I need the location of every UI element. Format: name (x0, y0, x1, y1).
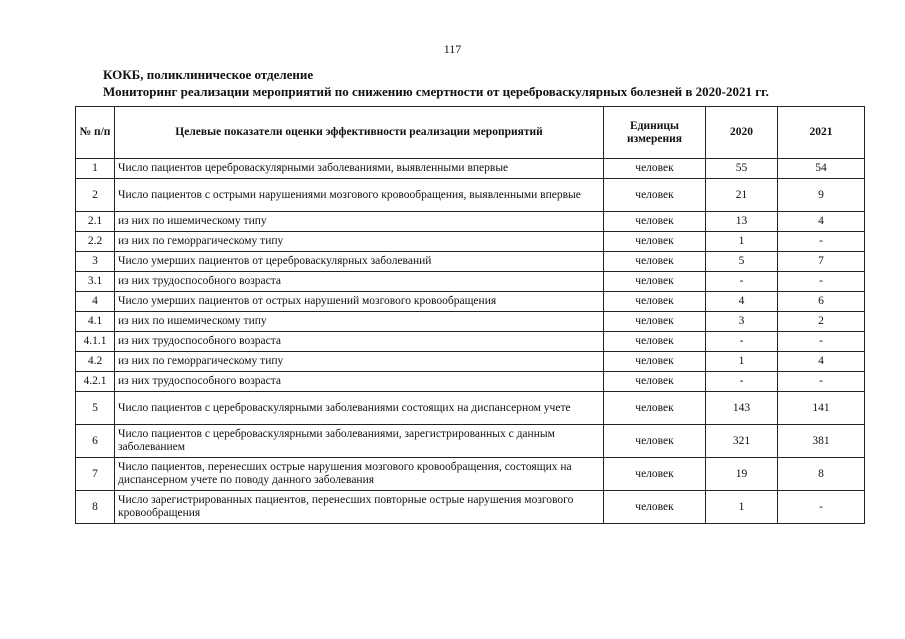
table-row (76, 232, 865, 252)
value-2020: 1 (706, 352, 778, 372)
indicator-name: Число умерших пациентов от цереброваскулярных заболеваний (115, 252, 604, 272)
header-2021: 2021 (778, 107, 865, 159)
indicator-name: Число пациентов, перенесших острые нарушения мозгового кровообращения, состоящих на диспансерном учете по поводу данного заболевания (115, 458, 604, 491)
indicator-name: из них по ишемическому типу (115, 212, 604, 232)
value-2021: 4 (778, 212, 865, 232)
unit-cell: человек (604, 372, 706, 392)
header-unit: Единицы измерения (604, 107, 706, 159)
value-2020: - (706, 372, 778, 392)
table-row (76, 458, 865, 491)
value-2021: 54 (778, 159, 865, 179)
value-2021: 8 (778, 458, 865, 491)
unit-cell: человек (604, 352, 706, 372)
value-2020: 19 (706, 458, 778, 491)
monitoring-table (75, 106, 865, 524)
unit-cell: человек (604, 212, 706, 232)
table-row (76, 491, 865, 524)
value-2021: 141 (778, 392, 865, 425)
table-row (76, 392, 865, 425)
table-row (76, 272, 865, 292)
unit-cell: человек (604, 458, 706, 491)
value-2020: 3 (706, 312, 778, 332)
value-2021: 9 (778, 179, 865, 212)
unit-cell: человек (604, 252, 706, 272)
unit-cell: человек (604, 159, 706, 179)
unit-cell: человек (604, 179, 706, 212)
value-2021: - (778, 372, 865, 392)
indicator-name: из них по геморрагическому типу (115, 352, 604, 372)
value-2020: 4 (706, 292, 778, 312)
row-number: 2.1 (76, 212, 115, 232)
value-2020: - (706, 332, 778, 352)
table-row (76, 179, 865, 212)
indicator-name: из них трудоспособного возраста (115, 332, 604, 352)
row-number: 2 (76, 179, 115, 212)
row-number: 4.2.1 (76, 372, 115, 392)
table-row (76, 425, 865, 458)
indicator-name: из них по ишемическому типу (115, 312, 604, 332)
unit-cell: человек (604, 312, 706, 332)
table-header-row (76, 107, 865, 159)
row-number: 4.1.1 (76, 332, 115, 352)
row-number: 6 (76, 425, 115, 458)
unit-cell: человек (604, 232, 706, 252)
row-number: 3 (76, 252, 115, 272)
value-2021: - (778, 232, 865, 252)
table-row (76, 252, 865, 272)
indicator-name: Число пациентов с цереброваскулярными заболеваниями состоящих на диспансерном учете (115, 392, 604, 425)
header-indicator: Целевые показатели оценки эффективности реализации мероприятий (115, 107, 604, 159)
value-2020: 55 (706, 159, 778, 179)
indicator-name: Число пациентов с цереброваскулярными заболеваниями, зарегистрированных с данным заболеванием (115, 425, 604, 458)
value-2021: 4 (778, 352, 865, 372)
value-2020: 143 (706, 392, 778, 425)
value-2021: 381 (778, 425, 865, 458)
row-number: 3.1 (76, 272, 115, 292)
value-2020: 5 (706, 252, 778, 272)
indicator-name: Число зарегистрированных пациентов, перенесших повторные острые нарушения мозгового кровообращения (115, 491, 604, 524)
table-row (76, 212, 865, 232)
value-2021: - (778, 332, 865, 352)
table-row (76, 312, 865, 332)
unit-cell: человек (604, 272, 706, 292)
unit-cell: человек (604, 425, 706, 458)
value-2020: 21 (706, 179, 778, 212)
unit-cell: человек (604, 332, 706, 352)
indicator-name: Число пациентов с острыми нарушениями мозгового кровообращения, выявленными впервые (115, 179, 604, 212)
value-2021: - (778, 272, 865, 292)
row-number: 8 (76, 491, 115, 524)
page-number: 117 (443, 42, 462, 56)
row-number: 7 (76, 458, 115, 491)
value-2021: 7 (778, 252, 865, 272)
value-2020: 13 (706, 212, 778, 232)
row-number: 4 (76, 292, 115, 312)
table-row (76, 352, 865, 372)
indicator-name: из них трудоспособного возраста (115, 372, 604, 392)
value-2021: - (778, 491, 865, 524)
table-row (76, 292, 865, 312)
unit-cell: человек (604, 491, 706, 524)
value-2020: 321 (706, 425, 778, 458)
table-row (76, 159, 865, 179)
indicator-name: из них трудоспособного возраста (115, 272, 604, 292)
unit-cell: человек (604, 292, 706, 312)
value-2020: 1 (706, 232, 778, 252)
row-number: 5 (76, 392, 115, 425)
row-number: 2.2 (76, 232, 115, 252)
value-2021: 6 (778, 292, 865, 312)
header-2020: 2020 (706, 107, 778, 159)
row-number: 4.1 (76, 312, 115, 332)
row-number: 4.2 (76, 352, 115, 372)
indicator-name: из них по геморрагическому типу (115, 232, 604, 252)
document-title: Мониторинг реализации мероприятий по снижению смертности от цереброваскулярных болезней в 2020-2021 гг. (103, 84, 769, 99)
value-2020: - (706, 272, 778, 292)
indicator-name: Число умерших пациентов от острых нарушений мозгового кровообращения (115, 292, 604, 312)
value-2021: 2 (778, 312, 865, 332)
organization-heading: КОКБ, поликлиническое отделение (103, 67, 314, 82)
row-number: 1 (76, 159, 115, 179)
unit-cell: человек (604, 392, 706, 425)
indicator-name: Число пациентов цереброваскулярными заболеваниями, выявленными впервые (115, 159, 604, 179)
value-2020: 1 (706, 491, 778, 524)
header-num: № п/п (76, 107, 115, 159)
table-row (76, 332, 865, 352)
table-row (76, 372, 865, 392)
